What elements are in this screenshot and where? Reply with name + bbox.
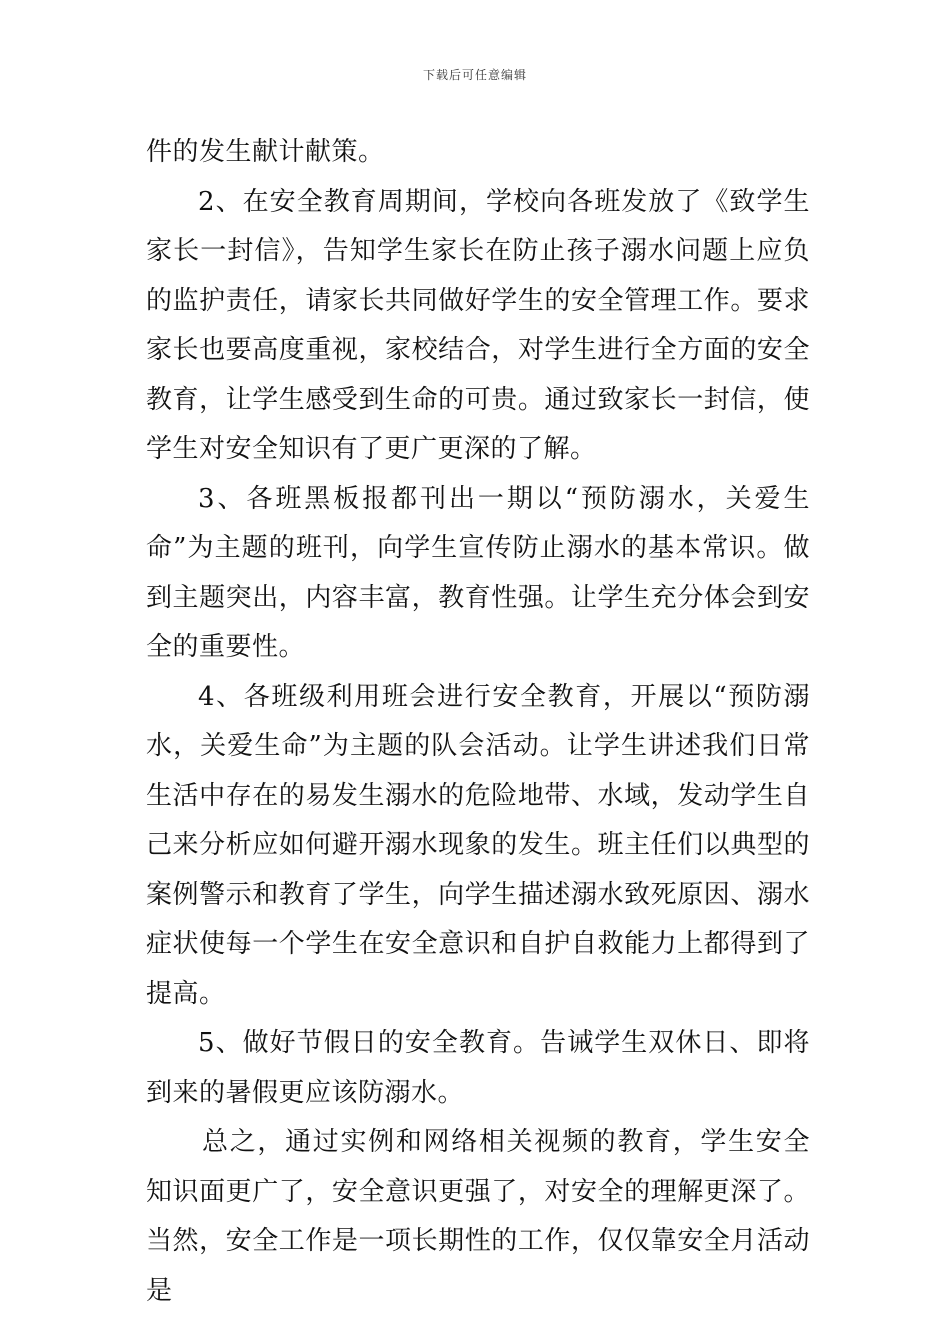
paragraph-continuation: 件的发生献计献策。	[146, 137, 385, 167]
page-header-note: 下载后可任意编辑	[422, 68, 527, 82]
paragraph-item-2: 2、在安全教育周期间，学校向各班发放了《致学生家长一封信》，告知学生家长在防止孩子溺水问题上应负的监护责任，请家长共同做好学生的安全管理工作。要求家长也要高度重视，家校结合，对学生进行全方面的安全教育，让学生感受到生命的可贵。通过致家长一封信，使学生对安全知识有了更广更深的了解。	[146, 186, 810, 464]
document-body	[146, 128, 810, 1316]
paragraph-item-3: 3、各班黑板报都刊出一期以“预防溺水，关爱生命”为主题的班刊，向学生宣传防止溺水的基本常识。做到主题突出，内容丰富，教育性强。让学生充分体会到安全的重要性。	[146, 483, 810, 662]
paragraph-item-4: 4、各班级利用班会进行安全教育，开展以“预防溺水，关爱生命”为主题的队会活动。让学生讲述我们日常生活中存在的易发生溺水的危险地带、水域，发动学生自己来分析应如何避开溺水现象的发生。班主任们以典型的案例警示和教育了学生，向学生描述溺水致死原因、溺水症状使每一个学生在安全意识和自护自救能力上都得到了提高。	[146, 681, 810, 1009]
paragraph-item-5: 5、做好节假日的安全教育。告诫学生双休日、即将到来的暑假更应该防溺水。	[146, 1028, 810, 1108]
paragraph-summary: 总之，通过实例和网络相关视频的教育，学生安全知识面更广了，安全意识更强了，对安全的理解更深了。当然，安全工作是一项长期性的工作，仅仅靠安全月活动是	[146, 1127, 810, 1306]
